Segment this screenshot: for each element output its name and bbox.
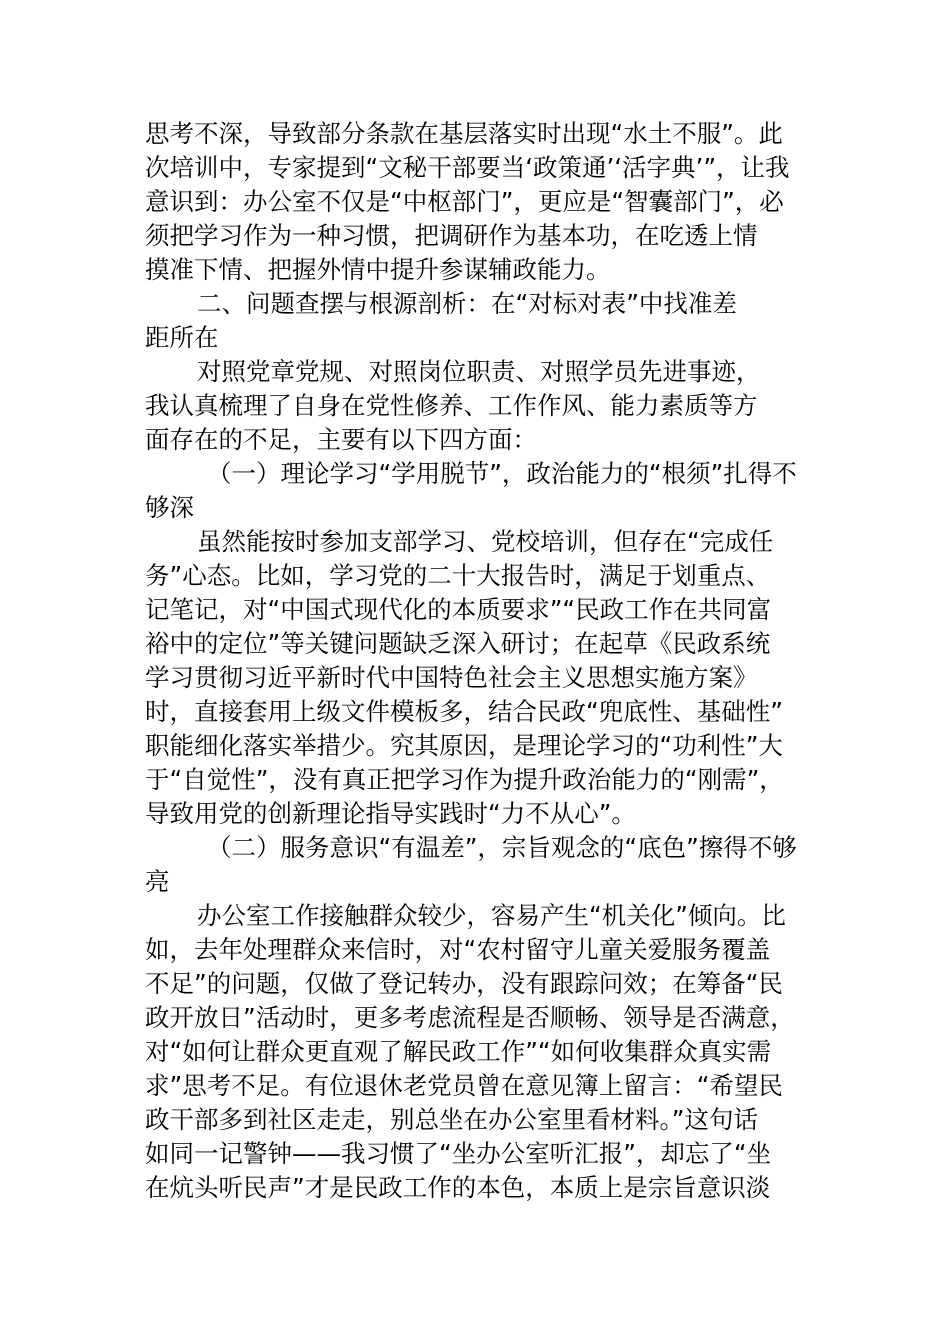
paragraph-line: 政开放日”活动时，更多考虑流程是否顺畅、领导是否满意， (145, 1003, 795, 1032)
paragraph-line: 求”思考不足。有位退休老党员曾在意见簿上留言：“希望民 (145, 1071, 783, 1100)
paragraph-line: 职能细化落实举措少。究其原因，是理论学习的“功利性”大 (145, 731, 783, 760)
paragraph-line: 次培训中，专家提到“文秘干部要当‘政策通’‘活字典’”，让我 (145, 153, 790, 182)
paragraph-line: 意识到：办公室不仅是“中枢部门”，更应是“智囊部门”，必 (145, 187, 784, 216)
paragraph-line: 学习贯彻习近平新时代中国特色社会主义思想实施方案》 (145, 663, 758, 692)
paragraph-line: 政干部多到社区走走，别总坐在办公室里看材料。”这句话 (145, 1105, 758, 1134)
paragraph-line: 导致用党的创新理论指导实践时“力不从心”。 (145, 799, 636, 828)
paragraph-line: 时，直接套用上级文件模板多，结合民政“兜底性、基础性” (145, 697, 783, 726)
paragraph-line: 务”心态。比如，学习党的二十大报告时，满足于划重点、 (145, 561, 771, 590)
section-heading: 二、问题查摆与根源剖析：在“对标对表”中找准差 (197, 289, 737, 318)
paragraph-line: 摸准下情、把握外情中提升参谋辅政能力。 (145, 255, 611, 284)
paragraph-line: 如，去年处理群众来信时，对“农村留守儿童关爱服务覆盖 (145, 935, 771, 964)
paragraph-line: 面存在的不足，主要有以下四方面： (145, 425, 537, 454)
subsection-heading: （一）理论学习“学用脱节”，政治能力的“根须”扎得不 (207, 459, 797, 488)
paragraph-line: 于“自觉性”，没有真正把学习作为提升政治能力的“刚需”， (145, 765, 784, 794)
paragraph-line: 在炕头听民声”才是民政工作的本色，本质上是宗旨意识淡 (145, 1173, 771, 1202)
document-page (145, 117, 815, 1205)
subsection-heading-cont: 够深 (145, 493, 194, 522)
paragraph-line: 我认真梳理了自身在党性修养、工作作风、能力素质等方 (145, 391, 758, 420)
paragraph-line: 对照党章党规、对照岗位职责、对照学员先进事迹， (197, 357, 761, 386)
paragraph-line: 办公室工作接触群众较少，容易产生“机关化”倾向。比 (197, 901, 786, 930)
paragraph-line: 如同一记警钟——我习惯了“坐办公室听汇报”，却忘了“坐 (145, 1139, 772, 1168)
paragraph-line: 须把学习作为一种习惯，把调研作为基本功，在吃透上情 (145, 221, 758, 250)
paragraph-line: 裕中的定位”等关键问题缺乏深入研讨；在起草《民政系统 (145, 629, 771, 658)
paragraph-line: 记笔记，对“中国式现代化的本质要求”“民政工作在共同富 (145, 595, 772, 624)
paragraph-line: 不足”的问题，仅做了登记转办，没有跟踪问效；在筹备“民 (145, 969, 783, 998)
section-heading-cont: 距所在 (145, 323, 219, 352)
subsection-heading-cont: 亮 (145, 867, 170, 896)
paragraph-line: 对“如何让群众更直观了解民政工作”“如何收集群众真实需 (145, 1037, 772, 1066)
subsection-heading: （二）服务意识“有温差”，宗旨观念的“底色”擦得不够 (207, 833, 797, 862)
paragraph-line: 虽然能按时参加支部学习、党校培训，但存在“完成任 (197, 527, 774, 556)
paragraph-line: 思考不深，导致部分条款在基层落实时出现“水土不服”。此 (145, 119, 783, 148)
